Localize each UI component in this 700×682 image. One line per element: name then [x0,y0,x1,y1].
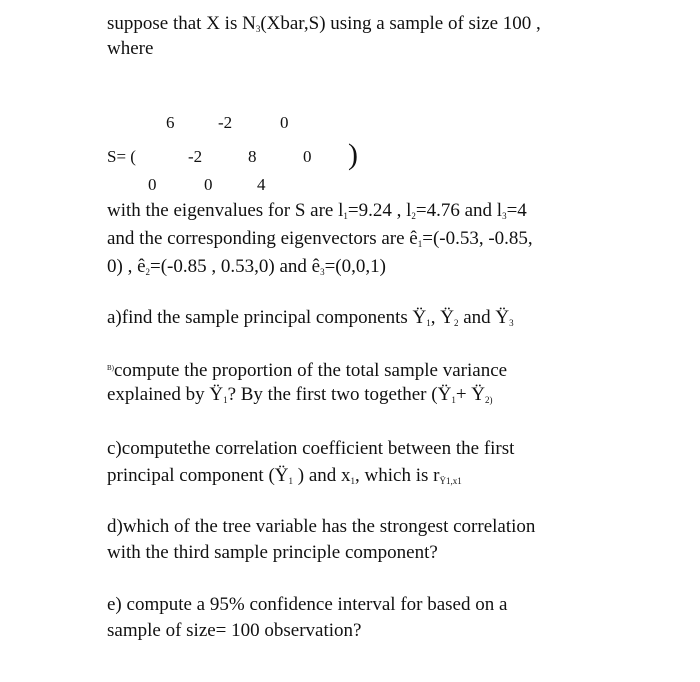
matrix-r1-c3: 0 [280,113,289,132]
eigvec-sub-3: 3 [320,267,325,277]
eigen-text-d: =4 [506,200,527,221]
qb-marker: B) [107,364,114,372]
qb-text-2b: ? By the first two together (Ÿ [227,384,452,405]
matrix-r3-c1: 0 [148,175,157,194]
eigen-sub-3: 3 [502,211,507,221]
matrix-r1-c2: -2 [218,113,233,132]
matrix-r2-c1: -2 [188,147,203,166]
matrix-r2-c3: 0 [303,147,312,166]
question-c-line-2 [107,465,462,492]
eigvec-text-c: 0) , ê [107,256,146,277]
eigvec-sub-2: 2 [145,267,151,277]
qa-text: a)find the sample principal components Ÿ [107,307,427,328]
question-e-line-2: sample of size= 100 observation? [107,620,362,641]
qb-text-2c: + Ÿ [455,384,485,405]
qa-mid-2: and Ÿ [458,307,510,328]
qc-text-2c: , which is r [355,465,440,486]
qc-sub-2: 1 [350,476,356,486]
question-a [107,307,514,334]
eigvec-text-b: =(-0.53, -0.85, [422,228,533,249]
eigvec-sub-1: 1 [417,239,423,249]
eigen-text-b: =9.24 , l [347,200,412,221]
intro-text: suppose that X is N [107,13,256,34]
eigvec-text-a: and the corresponding eigenvectors are ê [107,228,418,249]
intro-subscript: 3 [255,24,261,34]
question-e-line-1: e) compute a 95% confidence interval for based on a [107,594,508,615]
eigenvalues-line [107,200,527,227]
qa-sub-1: 1 [426,318,431,328]
eigen-sub-1: 1 [343,211,348,221]
question-d-line-2: with the third sample principle component? [107,542,438,563]
matrix-close-paren: ) [348,138,358,171]
eigen-text-c: =4.76 and l [415,200,503,221]
question-c-line-1: c)computethe correlation coefficient between the first [107,438,515,459]
qb-text-1: compute the proportion of the total sample variance [114,360,508,381]
qa-mid-1: , Ÿ [430,307,454,328]
matrix-r2-c2: 8 [248,147,257,166]
qa-sub-3: 3 [509,318,514,328]
qb-text-2a: explained by Ÿ [107,384,224,405]
intro-text-rest: (Xbar,S) using a sample of size 100 , [260,13,541,34]
eigvec-text-e: =(0,0,1) [324,256,386,277]
eigenvectors-line-2 [107,256,386,283]
question-b-line-2 [107,384,493,411]
matrix-r3-c2: 0 [204,175,213,194]
matrix-label: S= ( [107,147,136,166]
qb-sub-1: 1 [223,395,228,405]
question-d-line-1: d)which of the tree variable has the strongest correlation [107,516,536,537]
eigen-text-a: with the eigenvalues for S are l [107,200,344,221]
matrix-r3-c3: 4 [257,175,266,194]
intro-line-2: where [107,38,154,59]
qc-sub-3: Ÿ1,x1 [439,476,462,486]
question-b-line-1 [107,357,507,382]
qb-sub-2: 1 [451,395,456,405]
qc-sub-1: 1 [288,476,294,486]
matrix-r1-c1: 6 [166,113,175,132]
qc-text-2b: ) and x [293,465,351,486]
qc-text-2a: principal component (Ÿ [107,465,289,486]
qb-sub-3: 2) [485,395,493,405]
qa-sub-2: 2 [453,318,459,328]
eigvec-text-d: =(-0.85 , 0.53,0) and ê [150,256,321,277]
eigenvectors-line-1 [107,228,533,255]
eigen-sub-2: 2 [411,211,416,221]
intro-line-1 [107,13,541,40]
